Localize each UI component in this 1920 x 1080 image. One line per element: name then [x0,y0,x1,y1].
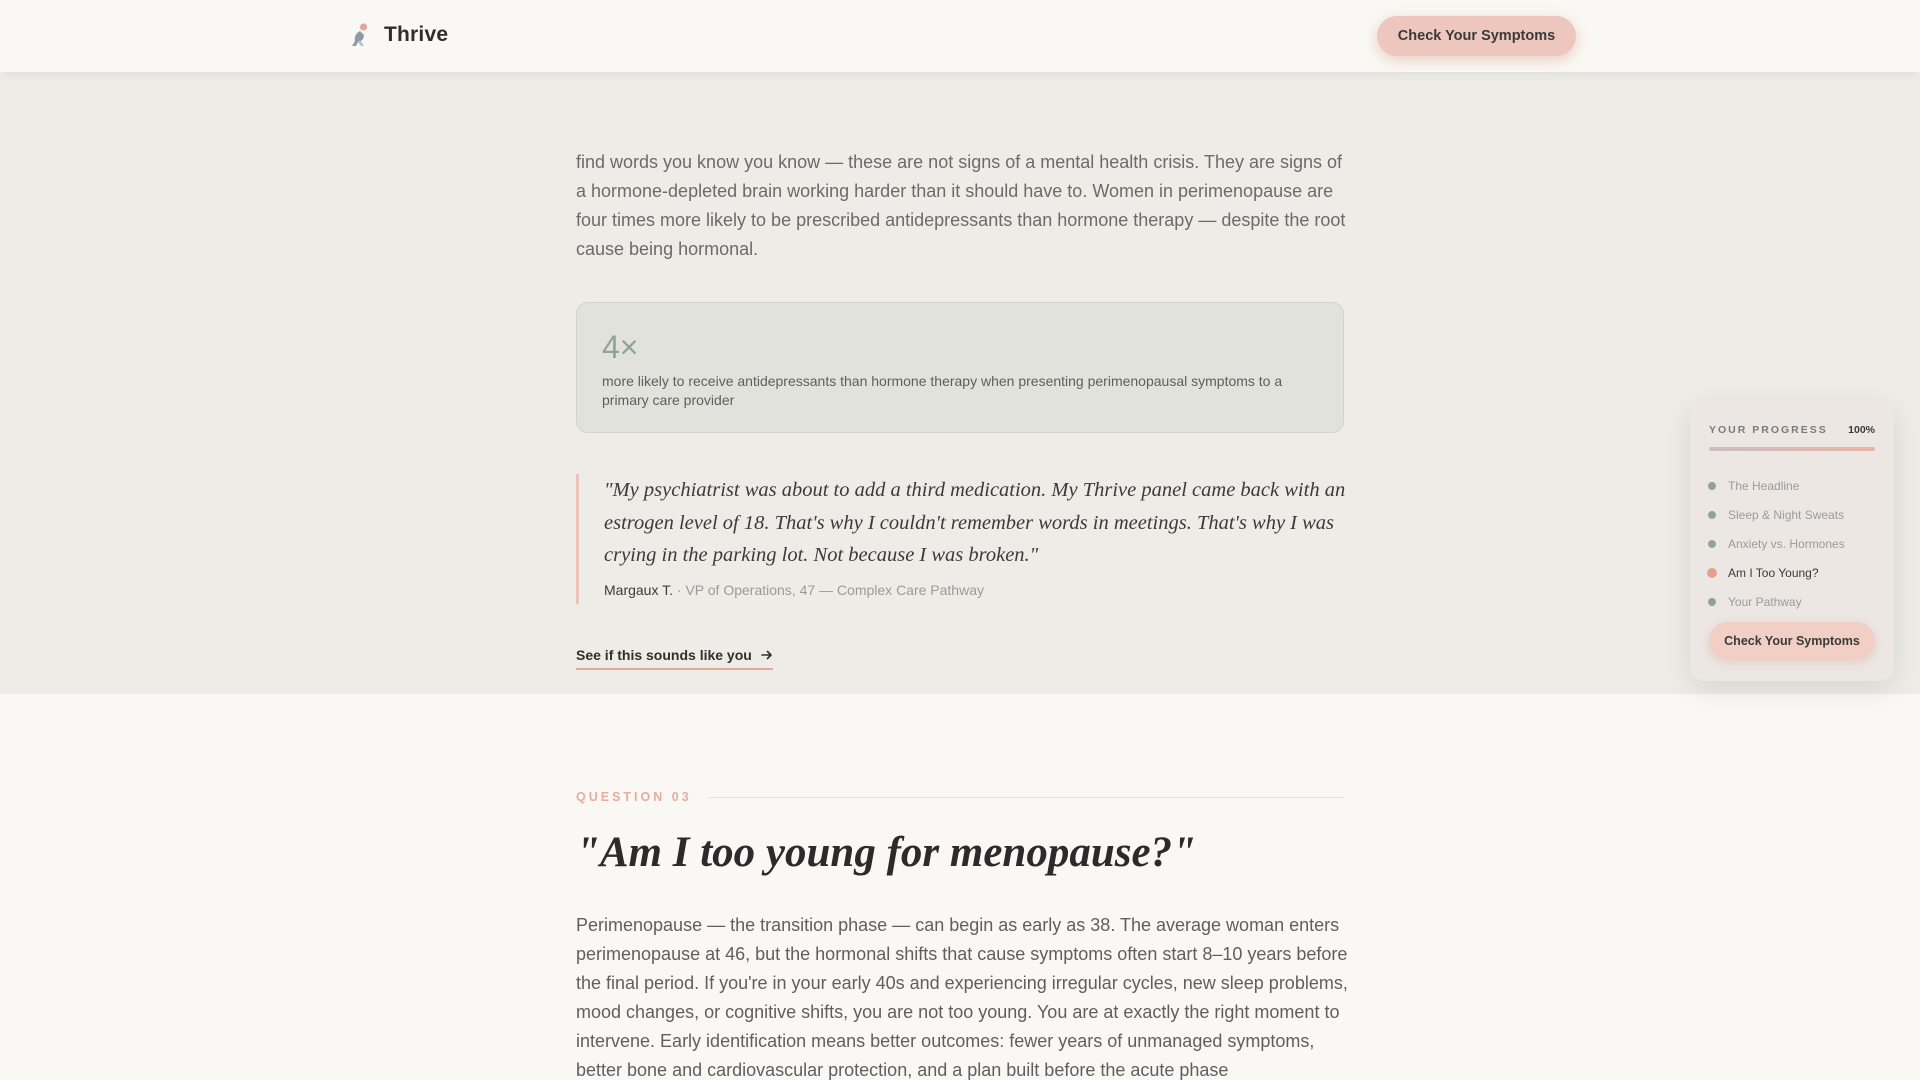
progress-step-sleep-night-sweats[interactable] [1708,500,1878,529]
question-body: Perimenopause — the transition phase — can begin as early as 38. The average woman enters perimenopause at 46, but the hormonal shifts that cause symptoms often start 8–10 years before the final period. If you're in your early 40s and experiencing irregular cycles, new sleep problems, mood changes, or cognitive shifts, you are not too young. You are at exactly the right moment to intervene. Early identification means better outcomes: fewer years of unmanaged symptoms, better bone and cardiovascular protection, and a plan built before the acute phase [576,915,1348,1080]
brand-name: Thrive [384,23,449,46]
quote-text: "My psychiatrist was about to add a third medication. My Thrive panel came back with an estrogen level of 18. That's why I couldn't remember words in meetings. That's why I was crying in the parking lot. Not because I was broken." [604,479,1346,566]
thrive-logo-icon [348,22,372,48]
top-nav [0,0,1920,72]
arrow-right-icon [761,649,773,661]
quote-author: Margaux T. [604,581,673,598]
panel-check-symptoms-button[interactable]: Check Your Symptoms [1709,622,1875,659]
divider [708,797,1344,798]
progress-step-label: The Headline [1728,478,1800,493]
check-symptoms-button[interactable]: Check Your Symptoms [1377,16,1576,56]
step-status-dot-icon [1708,482,1716,490]
step-active-dot-icon [1707,568,1717,578]
question-eyebrow-row [576,789,1344,805]
step-status-dot-icon [1708,540,1716,548]
stat-card [576,302,1344,433]
testimonial-quote [576,474,1346,604]
progress-bar [1709,447,1875,451]
stat-value: 4× [602,329,639,365]
progress-panel [1690,401,1894,681]
see-if-sounds-like-you-link[interactable] [576,646,773,670]
quote-author-detail: · VP of Operations, 47 — Complex Care Pathway [673,581,984,598]
progress-step-am-i-too-young[interactable] [1708,558,1878,587]
quote-citation [604,582,1346,598]
progress-percent: 100% [1848,424,1875,436]
progress-step-label: Your Pathway [1728,594,1802,609]
progress-step-label: Anxiety vs. Hormones [1728,536,1845,551]
question-title: "Am I too young for menopause?" [576,829,1196,876]
progress-step-your-pathway[interactable] [1708,587,1878,616]
progress-bar-fill [1709,447,1875,451]
progress-step-label: Am I Too Young? [1728,565,1819,580]
step-status-dot-icon [1708,511,1716,519]
inline-cta-label: See if this sounds like you [576,647,752,663]
step-status-dot-icon [1708,598,1716,606]
progress-step-anxiety-vs-hormones[interactable] [1708,529,1878,558]
stat-label: more likely to receive antidepressants than hormone therapy when presenting perimenopausal symptoms to a primary care provider [602,373,1283,408]
pattern-section [0,72,1920,694]
lead-paragraph: find words you know you know — these are not signs of a mental health crisis. They are signs of a hormone-depleted brain working harder than it should have to. Women in perimenopause are four times more likely to be prescribed antidepressants than hormone therapy — despite the root cause being hormonal. [576,152,1346,259]
progress-title: YOUR PROGRESS [1709,424,1828,436]
progress-header [1709,424,1875,436]
progress-step-the-headline[interactable] [1708,471,1878,500]
brand-logo[interactable] [348,22,448,48]
question-eyebrow: QUESTION 03 [576,790,692,804]
progress-step-label: Sleep & Night Sweats [1728,507,1845,522]
progress-steps [1708,471,1878,616]
